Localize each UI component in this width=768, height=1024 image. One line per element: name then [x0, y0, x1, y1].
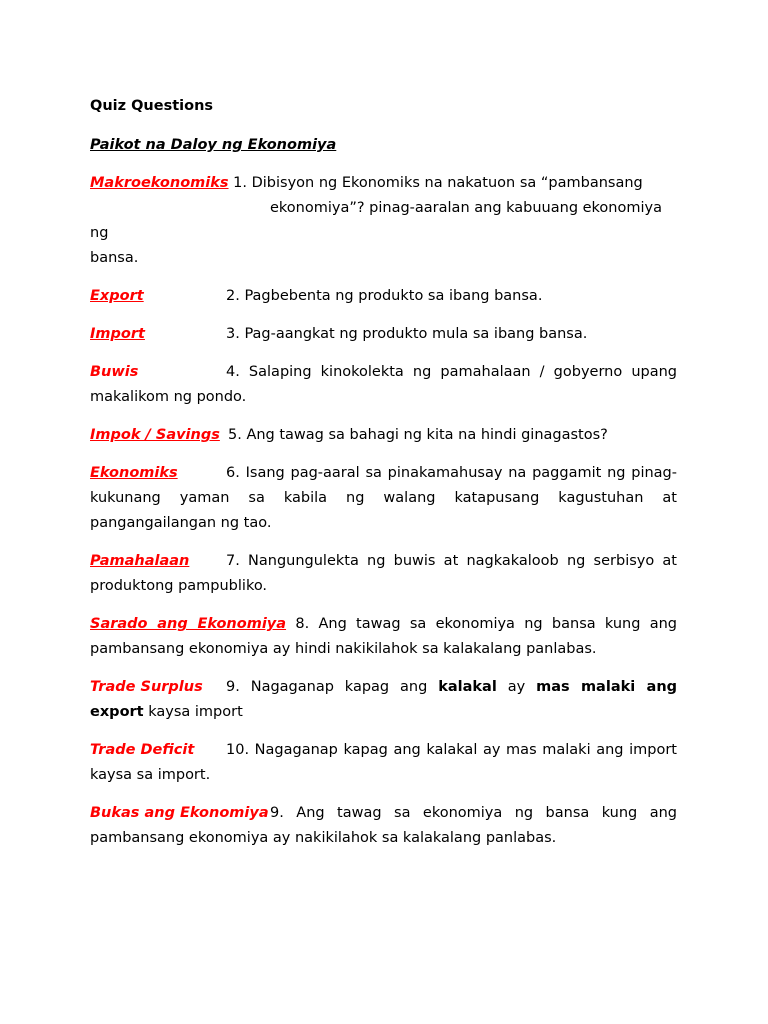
- quiz-item-2: [90, 284, 677, 309]
- question-9-part-c: kaysa import: [148, 704, 243, 720]
- answer-2: Export: [90, 288, 144, 304]
- quiz-item-8: [90, 612, 677, 662]
- quiz-item-9: [90, 675, 677, 725]
- quiz-item-10: [90, 738, 677, 788]
- question-9-bold-b: mas malaki ang export: [90, 679, 678, 720]
- question-9-bold-a: kalakal: [438, 679, 497, 695]
- question-11: 9. Ang tawag sa ekonomiya ng bansa kung ang pambansang ekonomiya ay nakikilahok sa kalakalang panlabas.: [90, 805, 677, 846]
- question-1: 1. Dibisyon ng Ekonomiks na nakatuon sa “pambansang: [233, 175, 643, 191]
- answer-9: Trade Surplus: [90, 679, 203, 695]
- document-page: [90, 94, 677, 864]
- question-1-end: bansa.: [90, 250, 139, 266]
- question-2: 2. Pagbebenta ng produkto sa ibang bansa.: [226, 288, 543, 304]
- quiz-item-1: [90, 171, 677, 271]
- quiz-item-5: [90, 423, 677, 448]
- question-10: 10. Nagaganap kapag ang kalakal ay mas malaki ang import kaysa sa import.: [90, 742, 677, 783]
- quiz-item-7: [90, 549, 677, 599]
- answer-6: Ekonomiks: [90, 465, 178, 481]
- answer-7: Pamahalaan: [90, 553, 190, 569]
- question-3: 3. Pag-aangkat ng produkto mula sa ibang bansa.: [226, 326, 588, 342]
- answer-4: Buwis: [90, 364, 139, 380]
- quiz-item-11: [90, 801, 677, 851]
- quiz-item-6: [90, 461, 677, 536]
- answer-5: Impok / Savings: [90, 427, 220, 443]
- question-9-part-b: ay: [507, 679, 526, 695]
- question-4: 4. Salaping kinokolekta ng pamahalaan / gobyerno upang makalikom ng pondo.: [90, 364, 677, 405]
- answer-8: Sarado ang Ekonomiya: [90, 616, 287, 632]
- answer-10: Trade Deficit: [90, 742, 195, 758]
- page-title: Quiz Questions: [90, 98, 214, 114]
- question-1-cont: ekonomiya”? pinag-aaralan ang kabuuang ekonomiya ng: [90, 200, 662, 241]
- question-9-part-a: 9. Nagaganap kapag ang: [226, 679, 428, 695]
- quiz-item-4: [90, 360, 677, 410]
- answer-3: Import: [90, 326, 145, 342]
- quiz-item-3: [90, 322, 677, 347]
- question-5: 5. Ang tawag sa bahagi ng kita na hindi ginagastos?: [228, 427, 608, 443]
- answer-11: Bukas ang Ekonomiya: [90, 805, 269, 821]
- question-6: 6. Isang pag-aaral sa pinakamahusay na paggamit ng pinag-kukunang yaman sa kabila ng walang katapusang kagustuhan at pangangailangan ng tao.: [90, 465, 677, 531]
- question-8: 8. Ang tawag sa ekonomiya ng bansa kung ang pambansang ekonomiya ay hindi nakikilahok sa kalakalang panlabas.: [90, 616, 678, 657]
- page-subtitle: Paikot na Daloy ng Ekonomiya: [90, 137, 337, 153]
- question-7: 7. Nangungulekta ng buwis at nagkakaloob ng serbisyo at produktong pampubliko.: [90, 553, 677, 594]
- answer-1: Makroekonomiks: [90, 175, 229, 191]
